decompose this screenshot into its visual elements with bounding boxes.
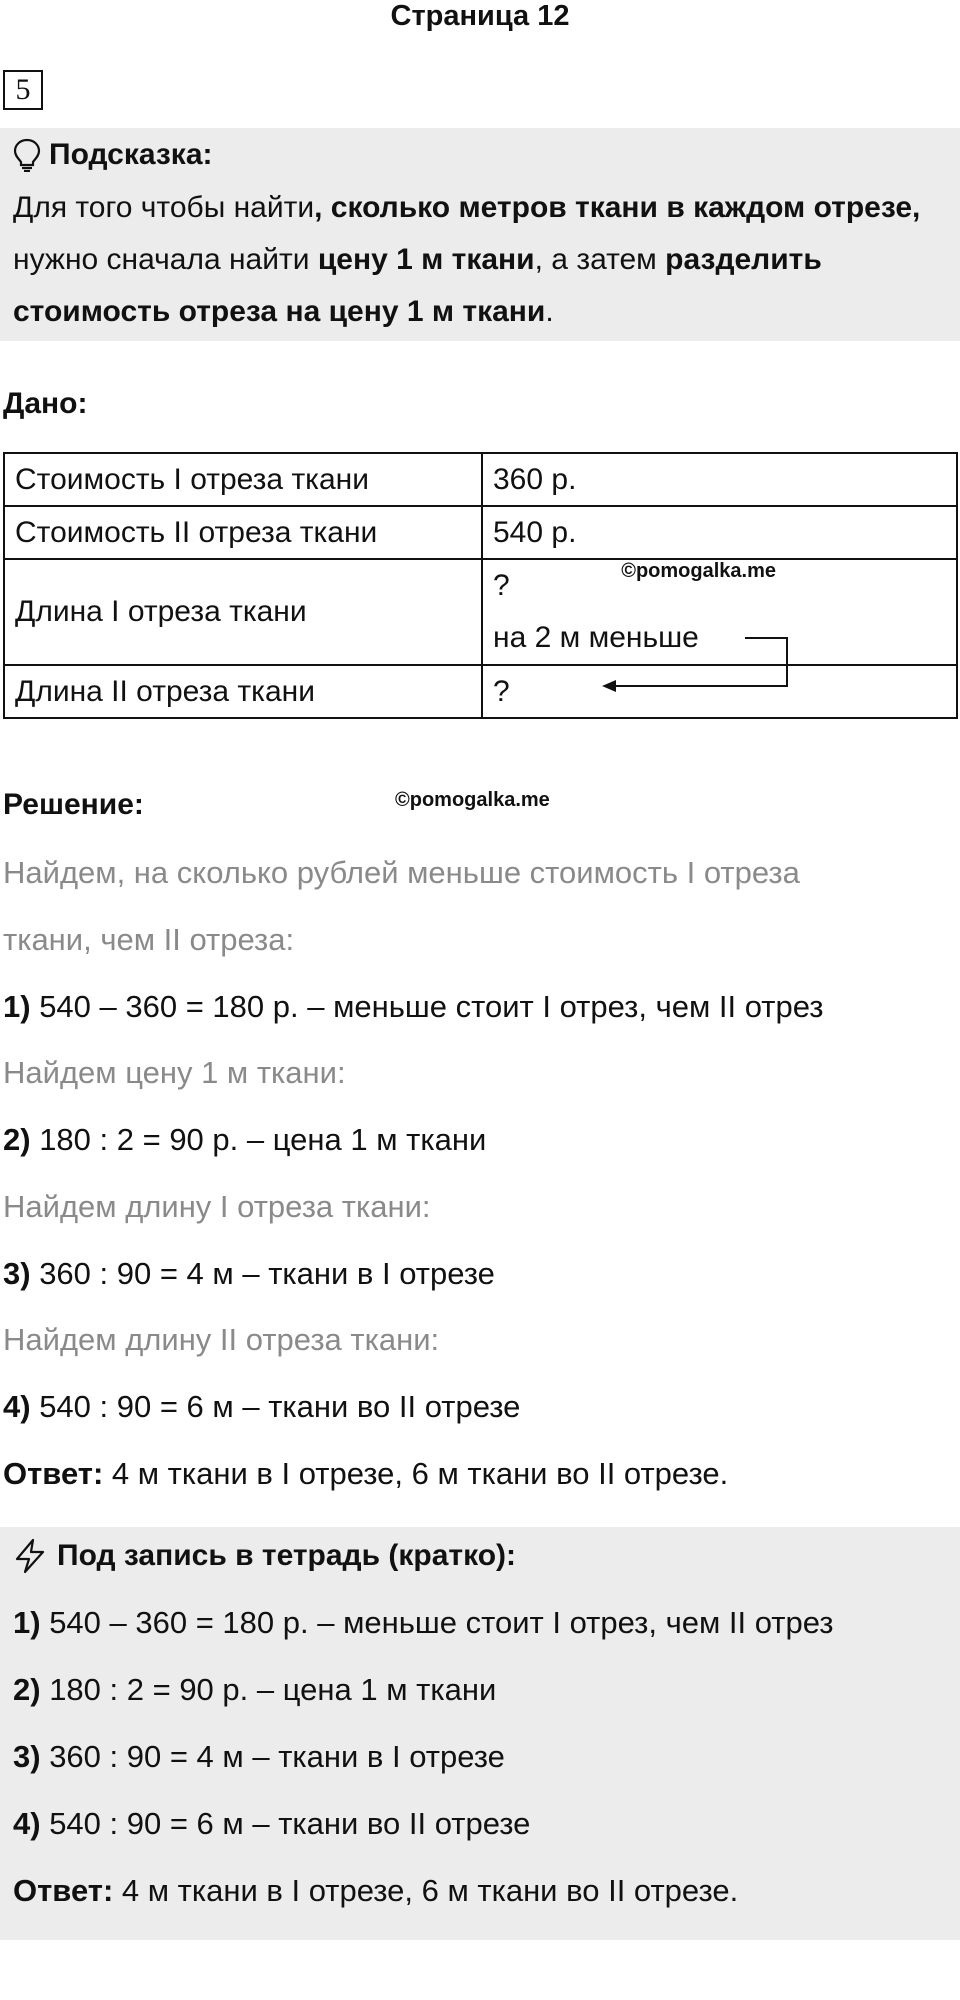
- solution-intro: Найдем цену 1 м ткани:: [3, 1055, 346, 1090]
- watermark: ©pomogalka.me: [621, 560, 776, 582]
- notes-step: [13, 1806, 530, 1842]
- hint-segment: цену 1 м ткани: [317, 243, 535, 276]
- solution-answer: [3, 1456, 728, 1492]
- notes-step: [13, 1605, 834, 1641]
- step-text: 540 : 90 = 6 м – ткани во II отрезе: [30, 1389, 521, 1424]
- step-number: 1): [13, 1605, 41, 1640]
- solution-step: [3, 989, 824, 1025]
- solution-step: [3, 1256, 495, 1292]
- notes-step: [13, 1739, 505, 1775]
- page-title: Страница 12: [390, 0, 570, 32]
- step-text: 180 : 2 = 90 р. – цена 1 м ткани: [40, 1672, 497, 1707]
- given-table: [3, 452, 958, 719]
- solution-step: [3, 1122, 486, 1158]
- lightbulb-icon: [13, 138, 41, 172]
- step-text: 360 : 90 = 4 м – ткани в I отрезе: [30, 1256, 495, 1291]
- solution-step: [3, 1389, 520, 1425]
- hint-title: [13, 138, 213, 172]
- table-row: [4, 506, 957, 559]
- answer-text: 4 м ткани в I отрезе, 6 м ткани во II отрезе.: [113, 1873, 739, 1908]
- solution-intro: Найдем длину I отреза ткани:: [3, 1189, 431, 1224]
- table-row: [4, 453, 957, 506]
- table-row: [4, 665, 957, 718]
- given-label: Длина II отреза ткани: [4, 665, 482, 718]
- step-text: 540 : 90 = 6 м – ткани во II отрезе: [40, 1806, 531, 1841]
- hint-segment: Для того чтобы найти: [13, 191, 315, 224]
- step-text: 540 – 360 = 180 р. – меньше стоит I отрез, чем II отрез: [30, 989, 824, 1024]
- notes-title-text: Под запись в тетрадь (кратко):: [57, 1539, 517, 1572]
- solution-intro: Найдем длину II отреза ткани:: [3, 1322, 440, 1357]
- step-number: 4): [13, 1806, 41, 1841]
- notes-title: [13, 1538, 516, 1574]
- step-text: 360 : 90 = 4 м – ткани в I отрезе: [40, 1739, 505, 1774]
- answer-label: Ответ:: [13, 1873, 114, 1908]
- step-text: 540 – 360 = 180 р. – меньше стоит I отрез, чем II отрез: [40, 1605, 834, 1640]
- hint-title-text: Подсказка:: [49, 138, 213, 171]
- comparison-arrow: [590, 630, 800, 710]
- hint-segment: , сколько метров ткани в каждом отрезе,: [314, 191, 921, 224]
- step-number: 2): [13, 1672, 41, 1707]
- solution-intro: ткани, чем II отреза:: [3, 922, 295, 957]
- answer-label: Ответ:: [3, 1456, 104, 1491]
- given-value: 540 р.: [482, 506, 957, 559]
- hint-segment: , а затем: [534, 243, 666, 276]
- given-title: Дано:: [3, 387, 88, 420]
- watermark: ©pomogalka.me: [395, 789, 550, 811]
- step-number: 1): [3, 989, 31, 1024]
- step-number: 4): [3, 1389, 31, 1424]
- notes-step: [13, 1672, 496, 1708]
- solution-intro: Найдем, на сколько рублей меньше стоимость I отреза: [3, 855, 800, 890]
- step-number: 3): [3, 1256, 31, 1291]
- table-row: [4, 559, 957, 665]
- hint-segment: разделить стоимость отреза на цену 1 м ткани: [13, 243, 822, 328]
- given-label: Длина I отреза ткани: [4, 559, 482, 665]
- solution-title: Решение:: [3, 788, 144, 821]
- given-value: ?: [493, 569, 510, 602]
- given-value: 360 р.: [482, 453, 957, 506]
- lightning-icon: [13, 1538, 47, 1574]
- step-number: 2): [3, 1122, 31, 1157]
- step-number: 3): [13, 1739, 41, 1774]
- hint-segment: .: [545, 295, 554, 328]
- given-value: ?: [482, 665, 957, 718]
- answer-text: 4 м ткани в I отрезе, 6 м ткани во II отрезе.: [103, 1456, 729, 1491]
- step-text: 180 : 2 = 90 р. – цена 1 м ткани: [30, 1122, 487, 1157]
- task-number: 5: [3, 70, 43, 110]
- hint-text: [13, 182, 943, 338]
- given-label: Стоимость I отреза ткани: [4, 453, 482, 506]
- given-note: на 2 м меньше: [493, 621, 699, 654]
- hint-segment: нужно сначала найти: [13, 243, 318, 276]
- given-label: Стоимость II отреза ткани: [4, 506, 482, 559]
- notes-answer: [13, 1873, 738, 1909]
